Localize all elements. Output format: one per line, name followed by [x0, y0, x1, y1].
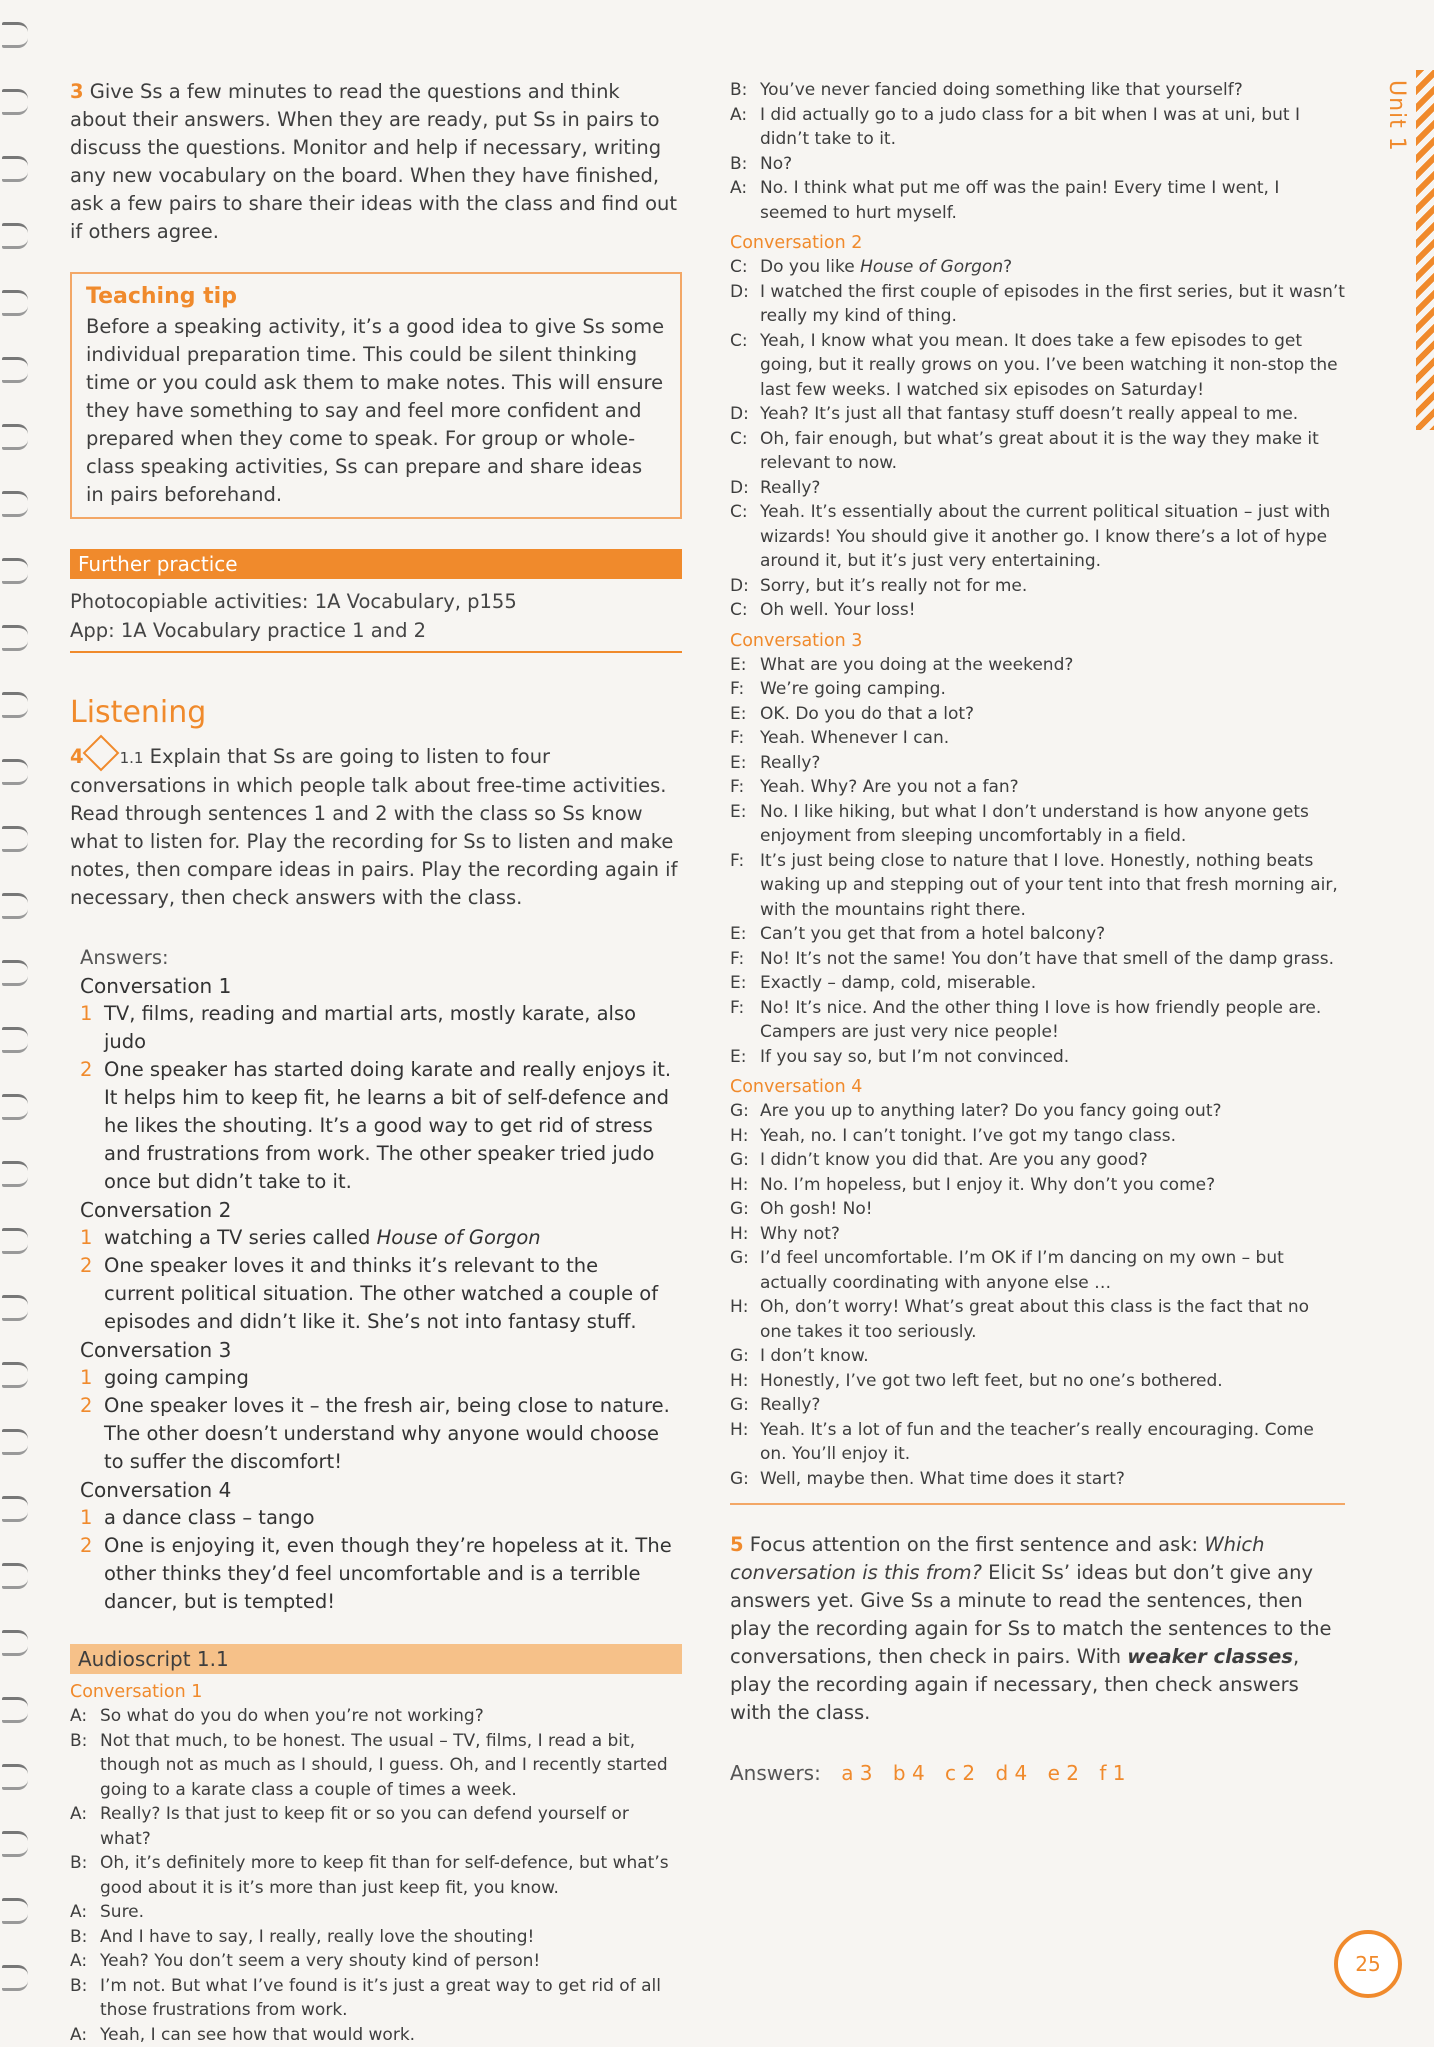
speaker-label: A:	[70, 1802, 100, 1851]
speaker-text: Oh, don’t worry! What’s great about this class is the fact that no one takes it too seriously.	[760, 1295, 1345, 1344]
answers-conv-4: Conversation 4	[80, 1476, 672, 1504]
speaker-label: G:	[730, 1467, 760, 1492]
audio-track: 1.1	[120, 749, 144, 767]
speaker-text: No?	[760, 152, 792, 177]
speaker-text: I did actually go to a judo class for a bit when I was at uni, but I didn’t take to it.	[760, 103, 1345, 152]
script-line	[730, 971, 1345, 996]
page-number: 25	[1334, 1930, 1402, 1998]
script-line	[730, 1369, 1345, 1394]
script-line	[730, 1418, 1345, 1467]
script-conv-3	[730, 653, 1345, 1070]
section-5: 5 Focus attention on the first sentence and ask: Which conversation is this from? Elicit Ss’ ideas but don’t give any answers yet. Give Ss a minute to read the sentences, then play the recording again for Ss to match the sentences to the conversations, then check in pairs. With weaker classes, play the recording again if necessary, then check answers with the class.	[730, 1531, 1345, 1727]
left-column	[70, 78, 682, 2047]
answers-conv-1: Conversation 1	[80, 972, 672, 1000]
speaker-text: We’re going camping.	[760, 677, 946, 702]
script-line	[70, 1925, 682, 1950]
spiral-ring	[2, 22, 28, 48]
script-line	[730, 574, 1345, 599]
section-5-answers: Answers: a 3 b 4 c 2 d 4 e 2 f 1	[730, 1761, 1345, 1785]
speaker-label: C:	[730, 427, 760, 476]
script-conv-1-title: Conversation 1	[70, 1682, 682, 1702]
spiral-ring	[2, 1831, 28, 1857]
speaker-text: Really?	[760, 751, 820, 776]
spiral-binding	[0, 0, 34, 2000]
speaker-text: No! It’s nice. And the other thing I love is how friendly people are. Campers are just very nice people!	[760, 996, 1345, 1045]
listening-heading: Listening	[70, 695, 682, 730]
spiral-ring	[2, 223, 28, 249]
spiral-ring	[2, 1362, 28, 1388]
speaker-label: F:	[730, 849, 760, 923]
script-line	[730, 849, 1345, 923]
script-line	[70, 1802, 682, 1851]
script-line	[730, 1222, 1345, 1247]
spiral-ring	[2, 1429, 28, 1455]
spiral-ring	[2, 1295, 28, 1321]
script-line	[730, 1393, 1345, 1418]
speaker-text: What are you doing at the weekend?	[760, 653, 1073, 678]
script-line	[730, 1148, 1345, 1173]
spiral-ring	[2, 1496, 28, 1522]
speaker-text: I don’t know.	[760, 1344, 869, 1369]
speaker-text: OK. Do you do that a lot?	[760, 702, 974, 727]
script-line	[730, 402, 1345, 427]
speaker-text: And I have to say, I really, really love the shouting!	[100, 1925, 534, 1950]
spiral-ring	[2, 357, 28, 383]
script-conv-4-title: Conversation 4	[730, 1077, 1345, 1097]
script-line	[730, 1124, 1345, 1149]
script-conv-3-title: Conversation 3	[730, 631, 1345, 651]
speaker-label: A:	[70, 2023, 100, 2047]
speaker-label: D:	[730, 574, 760, 599]
further-practice-header: Further practice	[70, 549, 682, 579]
unit-tab-stripes	[1416, 70, 1434, 430]
script-line	[730, 775, 1345, 800]
speaker-text: Yeah. Why? Are you not a fan?	[760, 775, 1019, 800]
script-line	[730, 1467, 1345, 1492]
speaker-text: Yeah, I can see how that would work.	[100, 2023, 415, 2047]
speaker-text: Oh, fair enough, but what’s great about it is the way they make it relevant to now.	[760, 427, 1345, 476]
speaker-label: C:	[730, 598, 760, 623]
speaker-label: E:	[730, 653, 760, 678]
speaker-label: F:	[730, 996, 760, 1045]
speaker-text: Yeah, no. I can’t tonight. I’ve got my tango class.	[760, 1124, 1176, 1149]
speaker-label: H:	[730, 1295, 760, 1344]
speaker-text: No! It’s not the same! You don’t have that smell of the damp grass.	[760, 947, 1334, 972]
speaker-label: B:	[70, 1729, 100, 1803]
speaker-text: So what do you do when you’re not working?	[100, 1704, 484, 1729]
answers-conv-2: Conversation 2	[80, 1196, 672, 1224]
script-line	[730, 922, 1345, 947]
speaker-label: D:	[730, 280, 760, 329]
script-line	[730, 800, 1345, 849]
spiral-ring	[2, 893, 28, 919]
speaker-text: Really?	[760, 1393, 820, 1418]
spiral-ring	[2, 1965, 28, 1991]
speaker-label: B:	[70, 1851, 100, 1900]
speaker-text: Yeah? It’s just all that fantasy stuff doesn’t really appeal to me.	[760, 402, 1298, 427]
spiral-ring	[2, 1161, 28, 1187]
speaker-label: C:	[730, 500, 760, 574]
speaker-text: Oh well. Your loss!	[760, 598, 916, 623]
speaker-label: G:	[730, 1393, 760, 1418]
spiral-ring	[2, 1898, 28, 1924]
spiral-ring	[2, 424, 28, 450]
answer-item: 1 going camping	[80, 1364, 672, 1392]
speaker-label: G:	[730, 1344, 760, 1369]
answer-item: 2 One speaker loves it – the fresh air, being close to nature. The other doesn’t understand why anyone would choose to suffer the discomfort!	[80, 1392, 672, 1476]
answer-item: 1 a dance class – tango	[80, 1504, 672, 1532]
speaker-text: Yeah, I know what you mean. It does take a few episodes to get going, but it really grows on you. I’ve been watching it non-stop the last few weeks. I watched six episodes on Saturday!	[760, 329, 1345, 403]
spiral-ring	[2, 1764, 28, 1790]
script-line	[730, 1246, 1345, 1295]
speaker-label: A:	[730, 103, 760, 152]
script-line: C: Do you like House of Gorgon?	[730, 255, 1345, 280]
spiral-ring	[2, 156, 28, 182]
spiral-ring	[2, 826, 28, 852]
speaker-text: Sorry, but it’s really not for me.	[760, 574, 1027, 599]
spiral-ring	[2, 1228, 28, 1254]
script-line	[730, 103, 1345, 152]
speaker-label: C:	[730, 329, 760, 403]
speaker-label: H:	[730, 1124, 760, 1149]
speaker-text: Really? Is that just to keep fit or so you can defend yourself or what?	[100, 1802, 682, 1851]
script-line	[70, 1729, 682, 1803]
teaching-tip-text: Before a speaking activity, it’s a good idea to give Ss some individual preparation time. This could be silent thinking time or you could ask them to make notes. This will ensure they have something to say and feel more confident and prepared when they come to speak. For group or whole-class speaking activities, Ss can prepare and share ideas in pairs beforehand.	[86, 313, 666, 509]
speaker-label: G:	[730, 1197, 760, 1222]
further-practice-rule	[70, 651, 682, 653]
script-line	[730, 152, 1345, 177]
script-line	[730, 1173, 1345, 1198]
speaker-label: E:	[730, 922, 760, 947]
script-conv-2	[730, 280, 1345, 623]
script-line	[70, 1949, 682, 1974]
spiral-ring	[2, 759, 28, 785]
script-line	[730, 1045, 1345, 1070]
speaker-text: Well, maybe then. What time does it start?	[760, 1467, 1125, 1492]
speaker-label: H:	[730, 1173, 760, 1198]
speaker-label: F:	[730, 947, 760, 972]
speaker-label: E:	[730, 971, 760, 996]
speaker-label: B:	[70, 1974, 100, 2023]
speaker-text: I’m not. But what I’ve found is it’s just a great way to get rid of all those frustrations from work.	[100, 1974, 682, 2023]
spiral-ring	[2, 960, 28, 986]
script-line	[70, 1851, 682, 1900]
section-3: 3 Give Ss a few minutes to read the questions and think about their answers. When they are ready, put Ss in pairs to discuss the questions. Monitor and help if necessary, writing any new vocabulary on the board. When they have finished, ask a few pairs to share their ideas with the class and find out if others agree.	[70, 78, 682, 246]
speaker-text: Yeah? You don’t seem a very shouty kind of person!	[100, 1949, 540, 1974]
audioscript-header: Audioscript 1.1	[70, 1644, 682, 1674]
script-line	[730, 598, 1345, 623]
unit-label: Unit 1	[1384, 80, 1409, 152]
answer-item: 1 watching a TV series called House of Gorgon	[80, 1224, 672, 1252]
speaker-text: Really?	[760, 476, 820, 501]
speaker-text: Honestly, I’ve got two left feet, but no one’s bothered.	[760, 1369, 1223, 1394]
answer-item: 2 One speaker loves it and thinks it’s relevant to the current political situation. The other watched a couple of episodes and didn’t like it. She’s not into fantasy stuff.	[80, 1252, 672, 1336]
speaker-text: Oh, it’s definitely more to keep fit than for self-defence, but what’s good about it is it’s more than just keep fit, you know.	[100, 1851, 682, 1900]
spiral-ring	[2, 1563, 28, 1589]
speaker-label: A:	[730, 176, 760, 225]
script-conv-1	[70, 1704, 682, 2047]
speaker-label: E:	[730, 751, 760, 776]
speaker-text: Yeah. Whenever I can.	[760, 726, 949, 751]
speaker-label: A:	[70, 1900, 100, 1925]
speaker-label: H:	[730, 1369, 760, 1394]
speaker-text: Yeah. It’s essentially about the current political situation – just with wizards! You should give it another go. I know there’s a lot of hype around it, but it’s just very entertaining.	[760, 500, 1345, 574]
speaker-label: F:	[730, 726, 760, 751]
script-line	[730, 500, 1345, 574]
speaker-text: I’d feel uncomfortable. I’m OK if I’m dancing on my own – but actually coordinating with anyone else …	[760, 1246, 1345, 1295]
section-4: 4 1.1 Explain that Ss are going to listen to four conversations in which people talk about free-time activities. Read through sentences 1 and 2 with the class so Ss know what to listen for. Play the recording for Ss to listen and make notes, then compare ideas in pairs. Play the recording again if necessary, then check answers with the class.	[70, 740, 682, 912]
answers-conv-3: Conversation 3	[80, 1336, 672, 1364]
speaker-label: F:	[730, 677, 760, 702]
speaker-text: I watched the first couple of episodes in the first series, but it wasn’t really my kind of thing.	[760, 280, 1345, 329]
script-line	[730, 1295, 1345, 1344]
answer-item: 2 One is enjoying it, even though they’re hopeless at it. The other thinks they’d feel uncomfortable and is a terrible dancer, but is tempted!	[80, 1532, 672, 1616]
speaker-label: B:	[730, 78, 760, 103]
speaker-label: B:	[730, 152, 760, 177]
speaker-text: Not that much, to be honest. The usual – TV, films, I read a bit, though not as much as I should, I guess. Oh, and I recently started going to a karate class a couple of times a week.	[100, 1729, 682, 1803]
spiral-ring	[2, 1630, 28, 1656]
speaker-text: Oh gosh! No!	[760, 1197, 873, 1222]
speaker-text: It’s just being close to nature that I love. Honestly, nothing beats waking up and stepping out of your tent into that fresh morning air, with the mountains right there.	[760, 849, 1345, 923]
speaker-label: G:	[730, 1148, 760, 1173]
speaker-text: Sure.	[100, 1900, 144, 1925]
answer-item: 1 TV, films, reading and martial arts, mostly karate, also judo	[80, 1000, 672, 1056]
speaker-label: E:	[730, 702, 760, 727]
speaker-text: If you say so, but I’m not convinced.	[760, 1045, 1069, 1070]
script-line	[730, 702, 1345, 727]
speaker-text: No. I think what put me off was the pain! Every time I went, I seemed to hurt myself.	[760, 176, 1345, 225]
speaker-label: G:	[730, 1099, 760, 1124]
further-practice-list: Photocopiable activities: 1A Vocabulary, p155 App: 1A Vocabulary practice 1 and 2	[70, 579, 682, 645]
speaker-label: H:	[730, 1222, 760, 1247]
spiral-ring	[2, 89, 28, 115]
speaker-label: D:	[730, 402, 760, 427]
spiral-ring	[2, 692, 28, 718]
spiral-ring	[2, 558, 28, 584]
answer-item: 2 One speaker has started doing karate and really enjoys it. It helps him to keep fit, he learns a bit of self-defence and he likes the shouting. It’s a good way to get rid of stress and frustrations from work. The other speaker tried judo once but didn’t take to it.	[80, 1056, 672, 1196]
spiral-ring	[2, 290, 28, 316]
speaker-label: E:	[730, 800, 760, 849]
speaker-label: E:	[730, 1045, 760, 1070]
speaker-label: A:	[70, 1704, 100, 1729]
script-line	[730, 1344, 1345, 1369]
teaching-tip-title: Teaching tip	[86, 284, 666, 309]
script-line	[70, 1900, 682, 1925]
script-line	[730, 1099, 1345, 1124]
spiral-ring	[2, 625, 28, 651]
spiral-ring	[2, 1027, 28, 1053]
script-line	[70, 1974, 682, 2023]
script-line	[730, 476, 1345, 501]
script-line	[730, 1197, 1345, 1222]
speaker-text: You’ve never fancied doing something like that yourself?	[760, 78, 1243, 103]
script-line	[70, 1704, 682, 1729]
script-line	[730, 751, 1345, 776]
speaker-text: No. I like hiking, but what I don’t understand is how anyone gets enjoyment from sleeping uncomfortably in a field.	[760, 800, 1345, 849]
script-line	[730, 947, 1345, 972]
right-column	[730, 78, 1345, 1785]
script-line	[730, 427, 1345, 476]
script-conv-1-cont	[730, 78, 1345, 225]
speaker-text: Yeah. It’s a lot of fun and the teacher’s really encouraging. Come on. You’ll enjoy it.	[760, 1418, 1345, 1467]
speaker-text: No. I’m hopeless, but I enjoy it. Why don’t you come?	[760, 1173, 1215, 1198]
teaching-tip-box	[70, 272, 682, 519]
answers-box: Answers: Conversation 1 1 TV, films, reading and martial arts, mostly karate, also judo 2 One speaker has started doing karate and really enjoys it. It helps him to keep fit, he learns a bit of self-defence and he likes the shouting. It’s a good way to get rid of stress and frustrations from work. The other speaker tried judo once but didn’t take to it. Conversation 2 1 watching a TV series called House of Gorgon 2 One speaker loves it and thinks it’s relevant to the current political situation. The other watched a couple of episodes and didn’t like it. She’s not into fantasy stuff. Conversation 3 1 going camping 2 One speaker loves it – the fresh air, being close to nature. The other doesn’t understand why anyone would choose to suffer the discomfort! Conversation 4 1 a dance class – tango 2 One is enjoying it, even though they’re hopeless at it. The other thinks they’d feel uncomfortable and is a terrible dancer, but is tempted!	[70, 938, 682, 1622]
speaker-label: B:	[70, 1925, 100, 1950]
script-line	[730, 78, 1345, 103]
speaker-text: Exactly – damp, cold, miserable.	[760, 971, 1036, 996]
audio-icon	[82, 735, 119, 772]
spiral-ring	[2, 1094, 28, 1120]
speaker-text: I didn’t know you did that. Are you any good?	[760, 1148, 1148, 1173]
speaker-text: Can’t you get that from a hotel balcony?	[760, 922, 1105, 947]
script-line	[730, 329, 1345, 403]
speaker-label: F:	[730, 775, 760, 800]
speaker-label: H:	[730, 1418, 760, 1467]
script-conv-4	[730, 1099, 1345, 1491]
script-line	[730, 176, 1345, 225]
speaker-label: G:	[730, 1246, 760, 1295]
speaker-text: Are you up to anything later? Do you fancy going out?	[760, 1099, 1222, 1124]
script-line	[730, 677, 1345, 702]
script-line	[70, 2023, 682, 2047]
script-line	[730, 653, 1345, 678]
spiral-ring	[2, 1697, 28, 1723]
script-line	[730, 996, 1345, 1045]
speaker-text: Why not?	[760, 1222, 840, 1247]
script-line	[730, 280, 1345, 329]
spiral-ring	[2, 491, 28, 517]
script-conv-2-title: Conversation 2	[730, 233, 1345, 253]
speaker-label: A:	[70, 1949, 100, 1974]
speaker-label: D:	[730, 476, 760, 501]
audioscript-end-rule	[730, 1503, 1345, 1505]
script-line	[730, 726, 1345, 751]
